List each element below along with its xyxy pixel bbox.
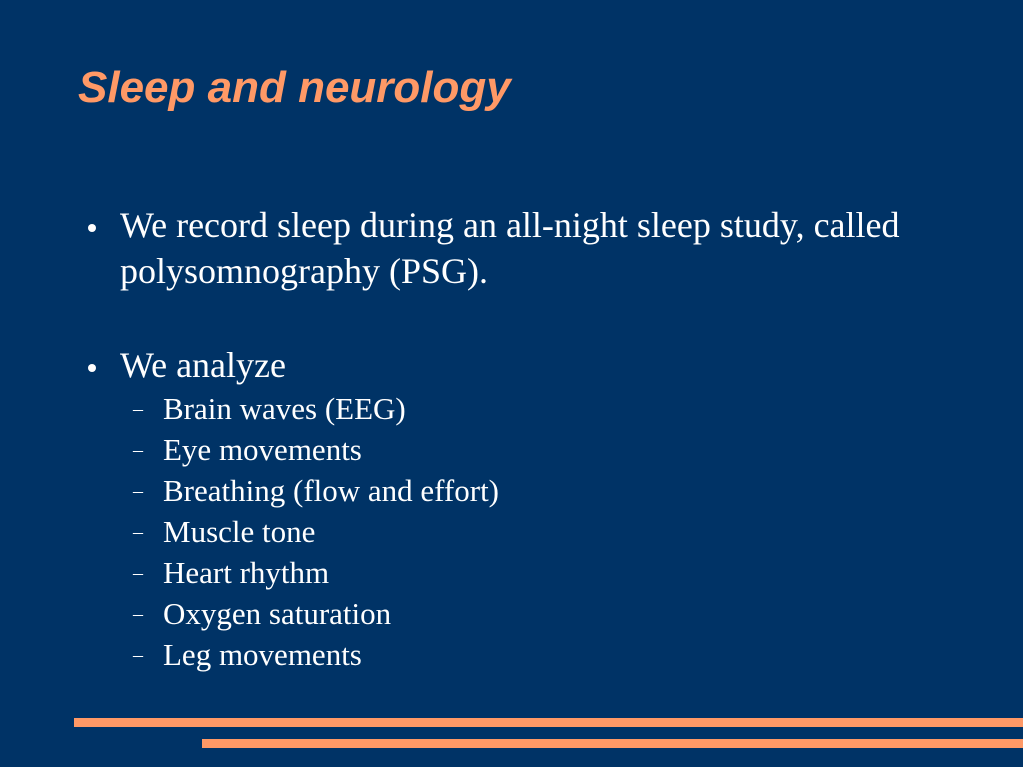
dash-icon: – — [133, 398, 143, 420]
dash-icon: – — [133, 439, 143, 461]
sub-bullet-text: Oxygen saturation — [163, 596, 392, 631]
sub-bullet-text: Eye movements — [163, 432, 362, 467]
accent-bar-top — [74, 718, 1023, 727]
sub-bullet-text: Leg movements — [163, 637, 362, 672]
dash-icon: – — [133, 521, 143, 543]
sub-bullet-text: Heart rhythm — [163, 555, 330, 590]
dash-icon: – — [133, 644, 143, 666]
sub-bullet-text: Breathing (flow and effort) — [163, 473, 500, 508]
dash-icon: – — [133, 603, 143, 625]
bullet-text: We record sleep during an all-night sleep study, called polysomnography (PSG). — [120, 205, 900, 291]
sub-bullet-text: Brain waves (EEG) — [163, 391, 406, 426]
slide-title: Sleep and neurology — [78, 63, 511, 112]
bullet-dot-icon — [88, 364, 96, 372]
sub-bullet-text: Muscle tone — [163, 514, 316, 549]
bullet-dot-icon — [88, 224, 96, 232]
dash-icon: – — [133, 480, 143, 502]
bullet-text: We analyze — [120, 345, 286, 385]
dash-icon: – — [133, 562, 143, 584]
accent-bar-bottom — [202, 739, 1023, 748]
